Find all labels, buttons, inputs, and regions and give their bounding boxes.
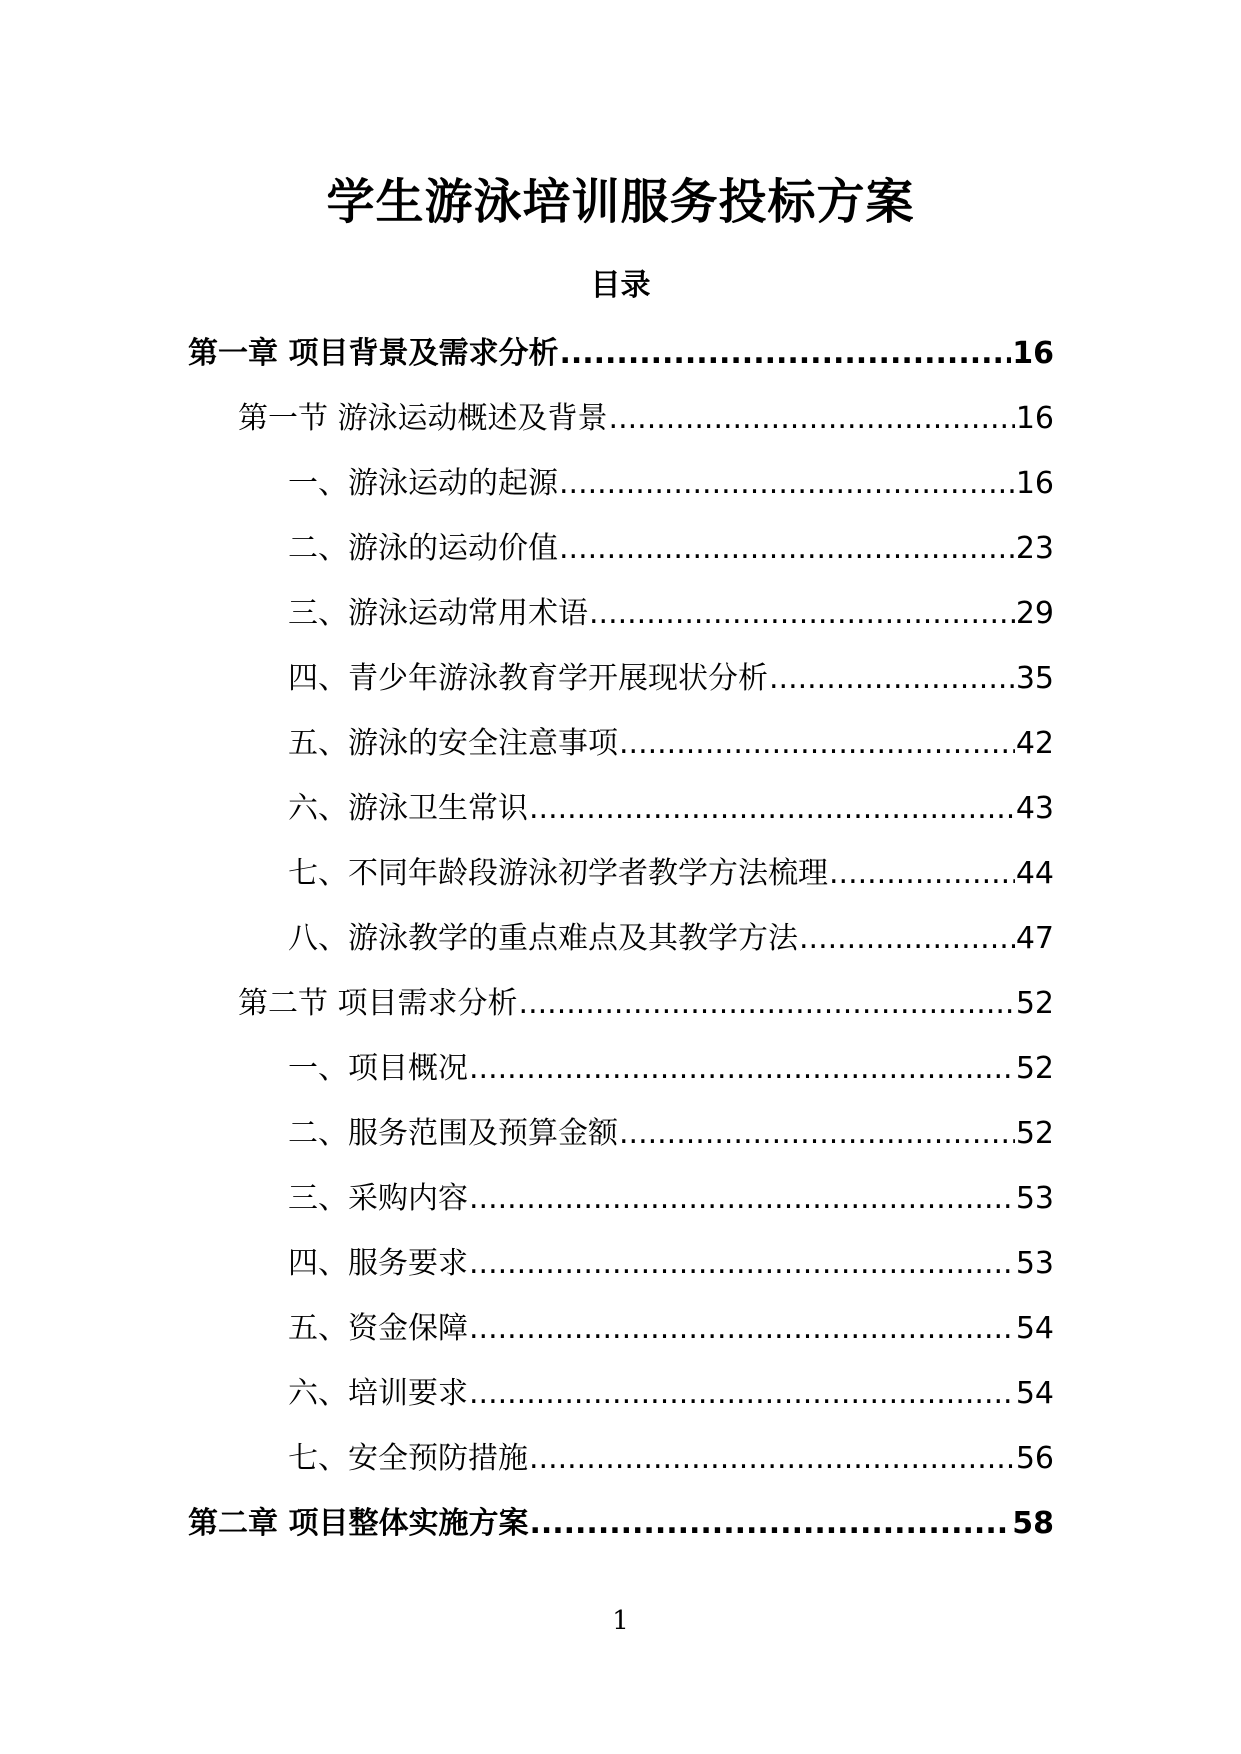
toc-entry-item[interactable] bbox=[288, 722, 1054, 766]
toc-leader-dots bbox=[469, 1242, 1015, 1286]
toc-leader-dots bbox=[769, 657, 1015, 701]
toc-entry-title: 七、不同年龄段游泳初学者教学方法梳理 bbox=[288, 856, 828, 891]
toc-entry-item[interactable] bbox=[288, 1112, 1054, 1156]
toc-entry-page: 16 bbox=[1012, 336, 1054, 371]
toc-entry-page: 56 bbox=[1015, 1441, 1054, 1476]
toc-entry-page: 16 bbox=[1015, 466, 1054, 501]
toc-entry-section-2[interactable] bbox=[238, 982, 1054, 1026]
toc-entry-title: 第二章 项目整体实施方案 bbox=[188, 1506, 529, 1541]
toc-entry-title: 三、采购内容 bbox=[288, 1181, 468, 1216]
toc-entry-page: 29 bbox=[1015, 596, 1054, 631]
toc-entry-page: 52 bbox=[1015, 1051, 1054, 1086]
toc-entry-title: 六、游泳卫生常识 bbox=[288, 791, 528, 826]
toc-entry-page: 58 bbox=[1012, 1506, 1054, 1541]
toc-entry-chapter-2[interactable] bbox=[188, 1502, 1054, 1546]
toc-entry-item[interactable] bbox=[288, 462, 1054, 506]
toc-leader-dots bbox=[559, 527, 1015, 571]
toc-leader-dots bbox=[619, 1112, 1015, 1156]
toc-leader-dots bbox=[469, 1372, 1015, 1416]
toc-entry-title: 第一章 项目背景及需求分析 bbox=[188, 336, 559, 371]
toc-entry-title: 六、培训要求 bbox=[288, 1376, 468, 1411]
toc-entry-page: 53 bbox=[1015, 1246, 1054, 1281]
toc-entry-item[interactable] bbox=[288, 657, 1054, 701]
toc-entry-page: 43 bbox=[1015, 791, 1054, 826]
toc-entry-title: 三、游泳运动常用术语 bbox=[288, 596, 588, 631]
toc-leader-dots bbox=[589, 592, 1015, 636]
toc-entry-title: 二、游泳的运动价值 bbox=[288, 531, 558, 566]
toc-entry-item[interactable] bbox=[288, 917, 1054, 961]
toc-entry-page: 35 bbox=[1015, 661, 1054, 696]
toc-entry-title: 四、青少年游泳教育学开展现状分析 bbox=[288, 661, 768, 696]
toc-entry-page: 23 bbox=[1015, 531, 1054, 566]
toc-entry-title: 第二节 项目需求分析 bbox=[238, 986, 518, 1021]
toc-entry-title: 五、游泳的安全注意事项 bbox=[288, 726, 618, 761]
toc-entry-item[interactable] bbox=[288, 1242, 1054, 1286]
toc-entry-item[interactable] bbox=[288, 852, 1054, 896]
toc-entry-page: 53 bbox=[1015, 1181, 1054, 1216]
toc-leader-dots bbox=[469, 1047, 1015, 1091]
toc-leader-dots bbox=[829, 852, 1015, 896]
toc-leader-dots bbox=[519, 982, 1015, 1026]
toc-leader-dots bbox=[609, 397, 1015, 441]
toc-entry-page: 44 bbox=[1015, 856, 1054, 891]
toc-entry-item[interactable] bbox=[288, 1307, 1054, 1351]
toc-entry-title: 一、项目概况 bbox=[288, 1051, 468, 1086]
toc-entry-item[interactable] bbox=[288, 1047, 1054, 1091]
toc-entry-item[interactable] bbox=[288, 1372, 1054, 1416]
toc-leader-dots bbox=[469, 1177, 1015, 1221]
toc-entry-title: 八、游泳教学的重点难点及其教学方法 bbox=[288, 921, 798, 956]
toc-entry-page: 54 bbox=[1015, 1311, 1054, 1346]
toc-leader-dots bbox=[559, 332, 1011, 376]
page-number: 1 bbox=[612, 1606, 629, 1636]
toc-entry-title: 二、服务范围及预算金额 bbox=[288, 1116, 618, 1151]
toc-entry-page: 54 bbox=[1015, 1376, 1054, 1411]
toc-leader-dots bbox=[469, 1307, 1015, 1351]
toc-entry-title: 一、游泳运动的起源 bbox=[288, 466, 558, 501]
toc-leader-dots bbox=[559, 462, 1015, 506]
toc-entry-page: 16 bbox=[1015, 401, 1054, 436]
toc-leader-dots bbox=[529, 1437, 1015, 1481]
toc-entry-chapter-1[interactable] bbox=[188, 332, 1054, 376]
toc-entry-page: 42 bbox=[1015, 726, 1054, 761]
toc-entry-item[interactable] bbox=[288, 1437, 1054, 1481]
toc-leader-dots bbox=[799, 917, 1015, 961]
toc-entry-item[interactable] bbox=[288, 1177, 1054, 1221]
toc-leader-dots bbox=[529, 787, 1015, 831]
toc-entry-title: 七、安全预防措施 bbox=[288, 1441, 528, 1476]
toc-entry-page: 52 bbox=[1015, 986, 1054, 1021]
toc-entry-title: 五、资金保障 bbox=[288, 1311, 468, 1346]
toc-entry-page: 47 bbox=[1015, 921, 1054, 956]
toc-entry-item[interactable] bbox=[288, 592, 1054, 636]
toc-entry-section-1[interactable] bbox=[238, 397, 1054, 441]
toc-heading: 目录 bbox=[590, 268, 651, 303]
toc-leader-dots bbox=[619, 722, 1015, 766]
toc-entry-page: 52 bbox=[1015, 1116, 1054, 1151]
toc-entry-item[interactable] bbox=[288, 787, 1054, 831]
toc-entry-title: 四、服务要求 bbox=[288, 1246, 468, 1281]
toc-entry-item[interactable] bbox=[288, 527, 1054, 571]
toc-leader-dots bbox=[529, 1502, 1011, 1546]
document-title: 学生游泳培训服务投标方案 bbox=[326, 174, 915, 230]
toc-entry-title: 第一节 游泳运动概述及背景 bbox=[238, 401, 608, 436]
